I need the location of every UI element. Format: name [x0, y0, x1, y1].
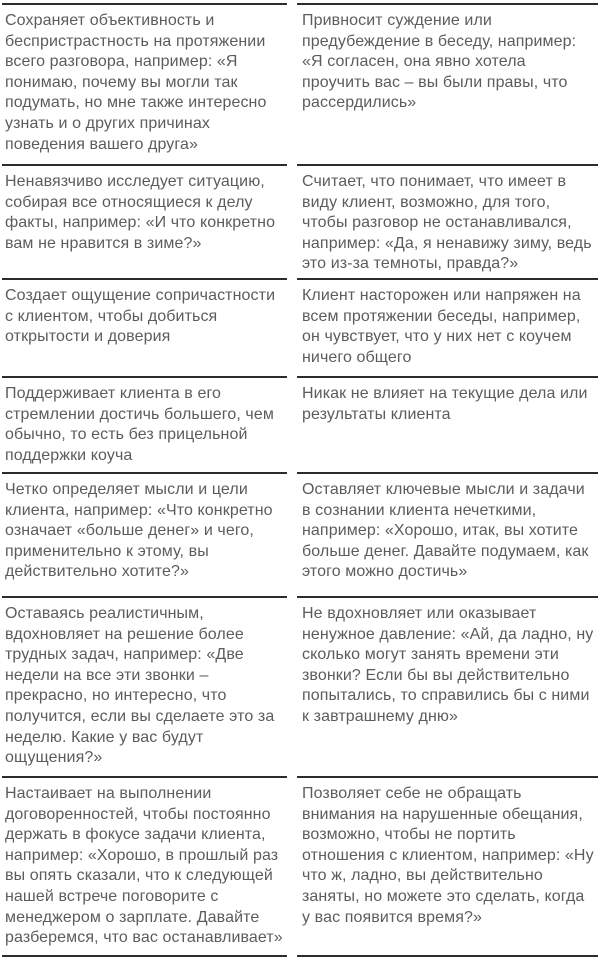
cell-left: Оставаясь реалистичным, вдохновляет на решение более трудных задач, например: «Две недели на все эти звонки – прекрасно, но интересно, что получится, если вы сделаете это за неделю. Какие у вас будут ощущения?» — [2, 596, 287, 776]
table-row — [2, 472, 598, 596]
table-row — [2, 776, 598, 957]
cell-left: Поддерживает клиента в его стремлении достичь большего, чем обычно, то есть без прицельной поддержки коуча — [2, 376, 287, 472]
table-row — [2, 164, 598, 278]
cell-right: Никак не влияет на текущие дела или результаты клиента — [297, 376, 598, 472]
cell-left: Ненавязчиво исследует ситуацию, собирая все относящиеся к делу факты, например: «И что конкретно вам не нравится в зиме?» — [2, 164, 287, 278]
cell-right: Оставляет ключевые мысли и задачи в сознании клиента нечеткими, например: «Хорошо, итак, вы хотите больше денег. Давайте подумаем, как этого можно достичь» — [297, 472, 598, 596]
table-row — [2, 596, 598, 776]
comparison-table — [2, 3, 598, 957]
cell-right: Считает, что понимает, что имеет в виду клиент, возможно, для того, чтобы разговор не останавливался, например: «Да, я ненавижу зиму, ведь это из-за темноты, правда?» — [297, 164, 598, 278]
cell-right: Привносит суждение или предубеждение в беседу, например: «Я согласен, она явно хотела проучить вас – вы были правы, что рассердились» — [297, 3, 598, 164]
table-row — [2, 278, 598, 376]
cell-left: Четко определяет мысли и цели клиента, например: «Что конкретно означает «больше денег» и чего, применительно к этому, вы действительно хотите?» — [2, 472, 287, 596]
table-row — [2, 3, 598, 164]
cell-right: Позволяет себе не обращать внимания на нарушенные обещания, возможно, чтобы не портить отношения с клиентом, например: «Ну что ж, ладно, вы действительно заняты, но можете это сделать, когда у вас появится время?» — [297, 776, 598, 957]
cell-left: Сохраняет объективность и беспристрастность на протяжении всего разговора, например: «Я понимаю, почему вы могли так подумать, но мне также интересно узнать и о других причинах поведения вашего друга» — [2, 3, 287, 164]
table-row — [2, 376, 598, 472]
cell-left: Настаивает на выполнении договоренностей, чтобы постоянно держать в фокусе задачи клиента, например: «Хорошо, в прошлый раз вы опять сказали, что к следующей нашей встрече поговорите с менеджером о зарплате. Давайте разберемся, что вас останавливает» — [2, 776, 287, 957]
cell-right: Не вдохновляет или оказывает ненужное давление: «Ай, да ладно, ну сколько могут занять времени эти звонки? Если бы вы действительно попытались, то справились бы с ними к завтрашнему дню» — [297, 596, 598, 776]
cell-left: Создает ощущение сопричастности с клиентом, чтобы добиться открытости и доверия — [2, 278, 287, 376]
cell-right: Клиент насторожен или напряжен на всем протяжении беседы, например, он чувствует, что у них нет с коучем ничего общего — [297, 278, 598, 376]
